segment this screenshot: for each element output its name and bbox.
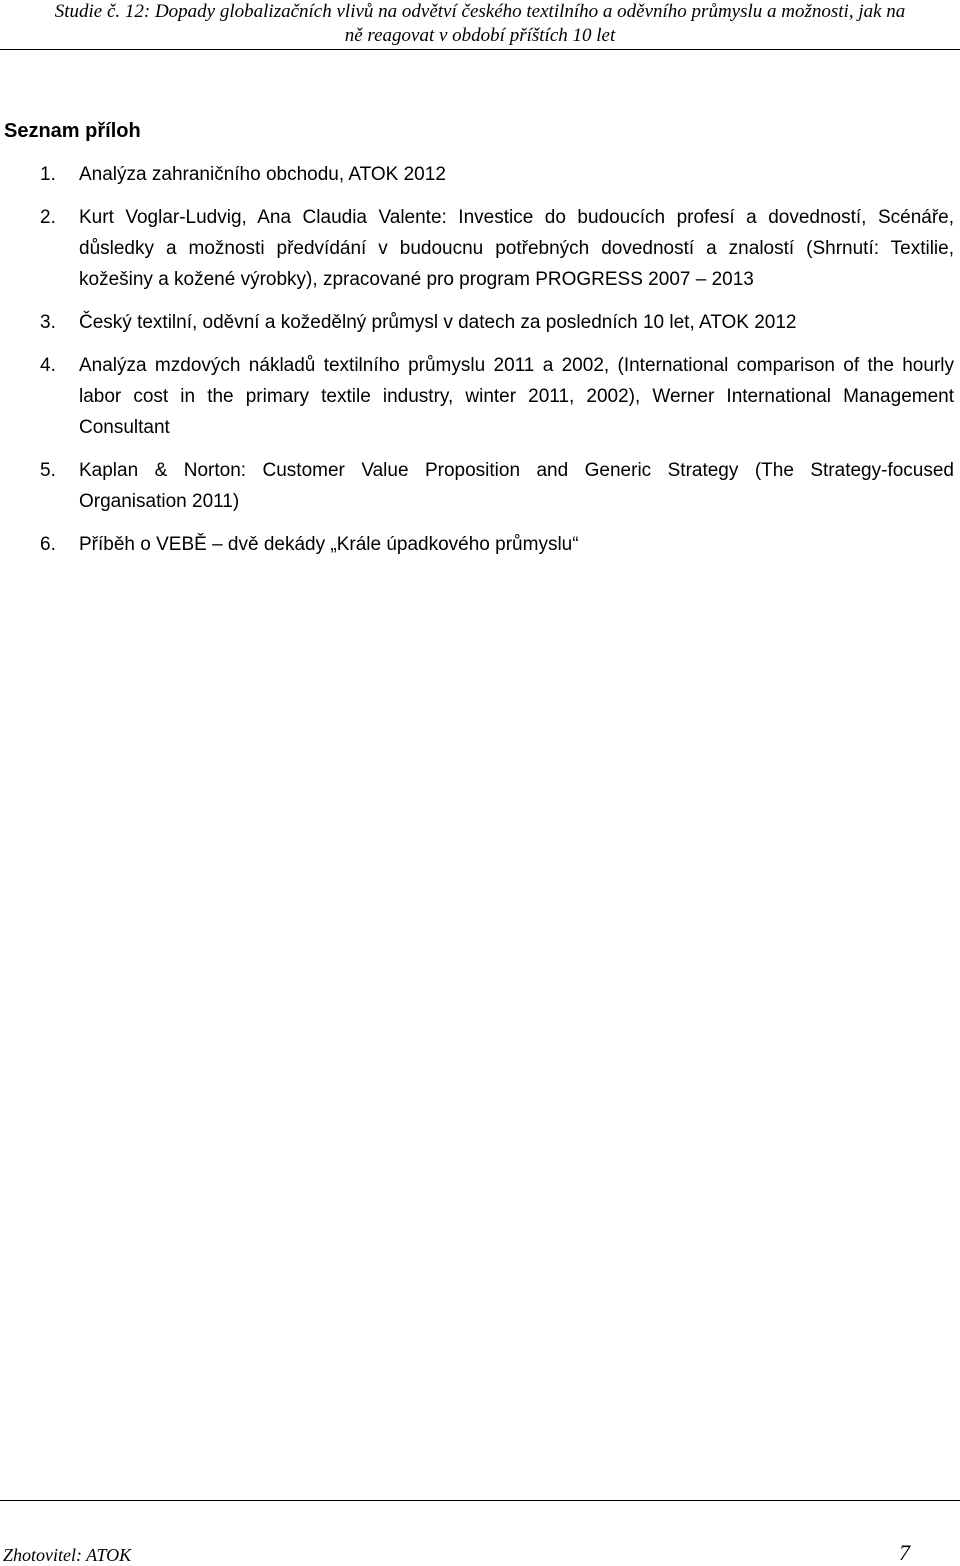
list-item-6 (0, 529, 960, 560)
list-item-text: Kurt Voglar-Ludvig, Ana Claudia Valente: Investice do budoucích profesí a dovedností, Scénáře, důsledky a možnosti předvídání v budoucnu potřebných dovedností a znalostí (Shrnutí: Textilie, kožešiny a kožené výrobky), zpracované pro program PROGRESS 2007 – 2013 (79, 207, 954, 290)
footer-contractor: Zhotovitel: ATOK (3, 1545, 132, 1565)
list-item-number: 3. (40, 312, 56, 333)
header-line-1: Studie č. 12: Dopady globalizačních vlivů na odvětví českého textilního a oděvního průmyslu a možnosti, jak na (54, 1, 906, 22)
list-item-3 (0, 307, 960, 338)
list-item-text: Český textilní, oděvní a kožedělný průmysl v datech za posledních 10 let, ATOK 2012 (79, 312, 797, 333)
page-footer (0, 1500, 960, 1566)
list-item-number: 5. (40, 460, 56, 481)
page-header (0, 0, 960, 50)
list-item-text: Analýza zahraničního obchodu, ATOK 2012 (79, 164, 446, 185)
section-title: Seznam příloh (4, 120, 141, 142)
list-item-text: Příběh o VEBĚ – dvě dekády „Krále úpadkového průmyslu“ (79, 534, 579, 555)
list-item-2 (0, 202, 960, 295)
attachments-list (0, 159, 960, 572)
list-item-number: 2. (40, 207, 56, 228)
list-item-1 (0, 159, 960, 190)
list-item-number: 1. (40, 164, 56, 185)
page-number: 7 (899, 1540, 910, 1565)
header-line-2: ně reagovat v období příštích 10 let (344, 25, 616, 46)
list-item-text: Analýza mzdových nákladů textilního průmyslu 2011 a 2002, (International comparison of the hourly labor cost in the primary textile industry, winter 2011, 2002), Werner International Management Consultant (79, 355, 954, 438)
list-item-5 (0, 455, 960, 517)
list-item-number: 6. (40, 534, 56, 555)
list-item-text: Kaplan & Norton: Customer Value Proposition and Generic Strategy (The Strategy-focused Organisation 2011) (79, 460, 954, 512)
list-item-4 (0, 350, 960, 443)
list-item-number: 4. (40, 355, 56, 376)
